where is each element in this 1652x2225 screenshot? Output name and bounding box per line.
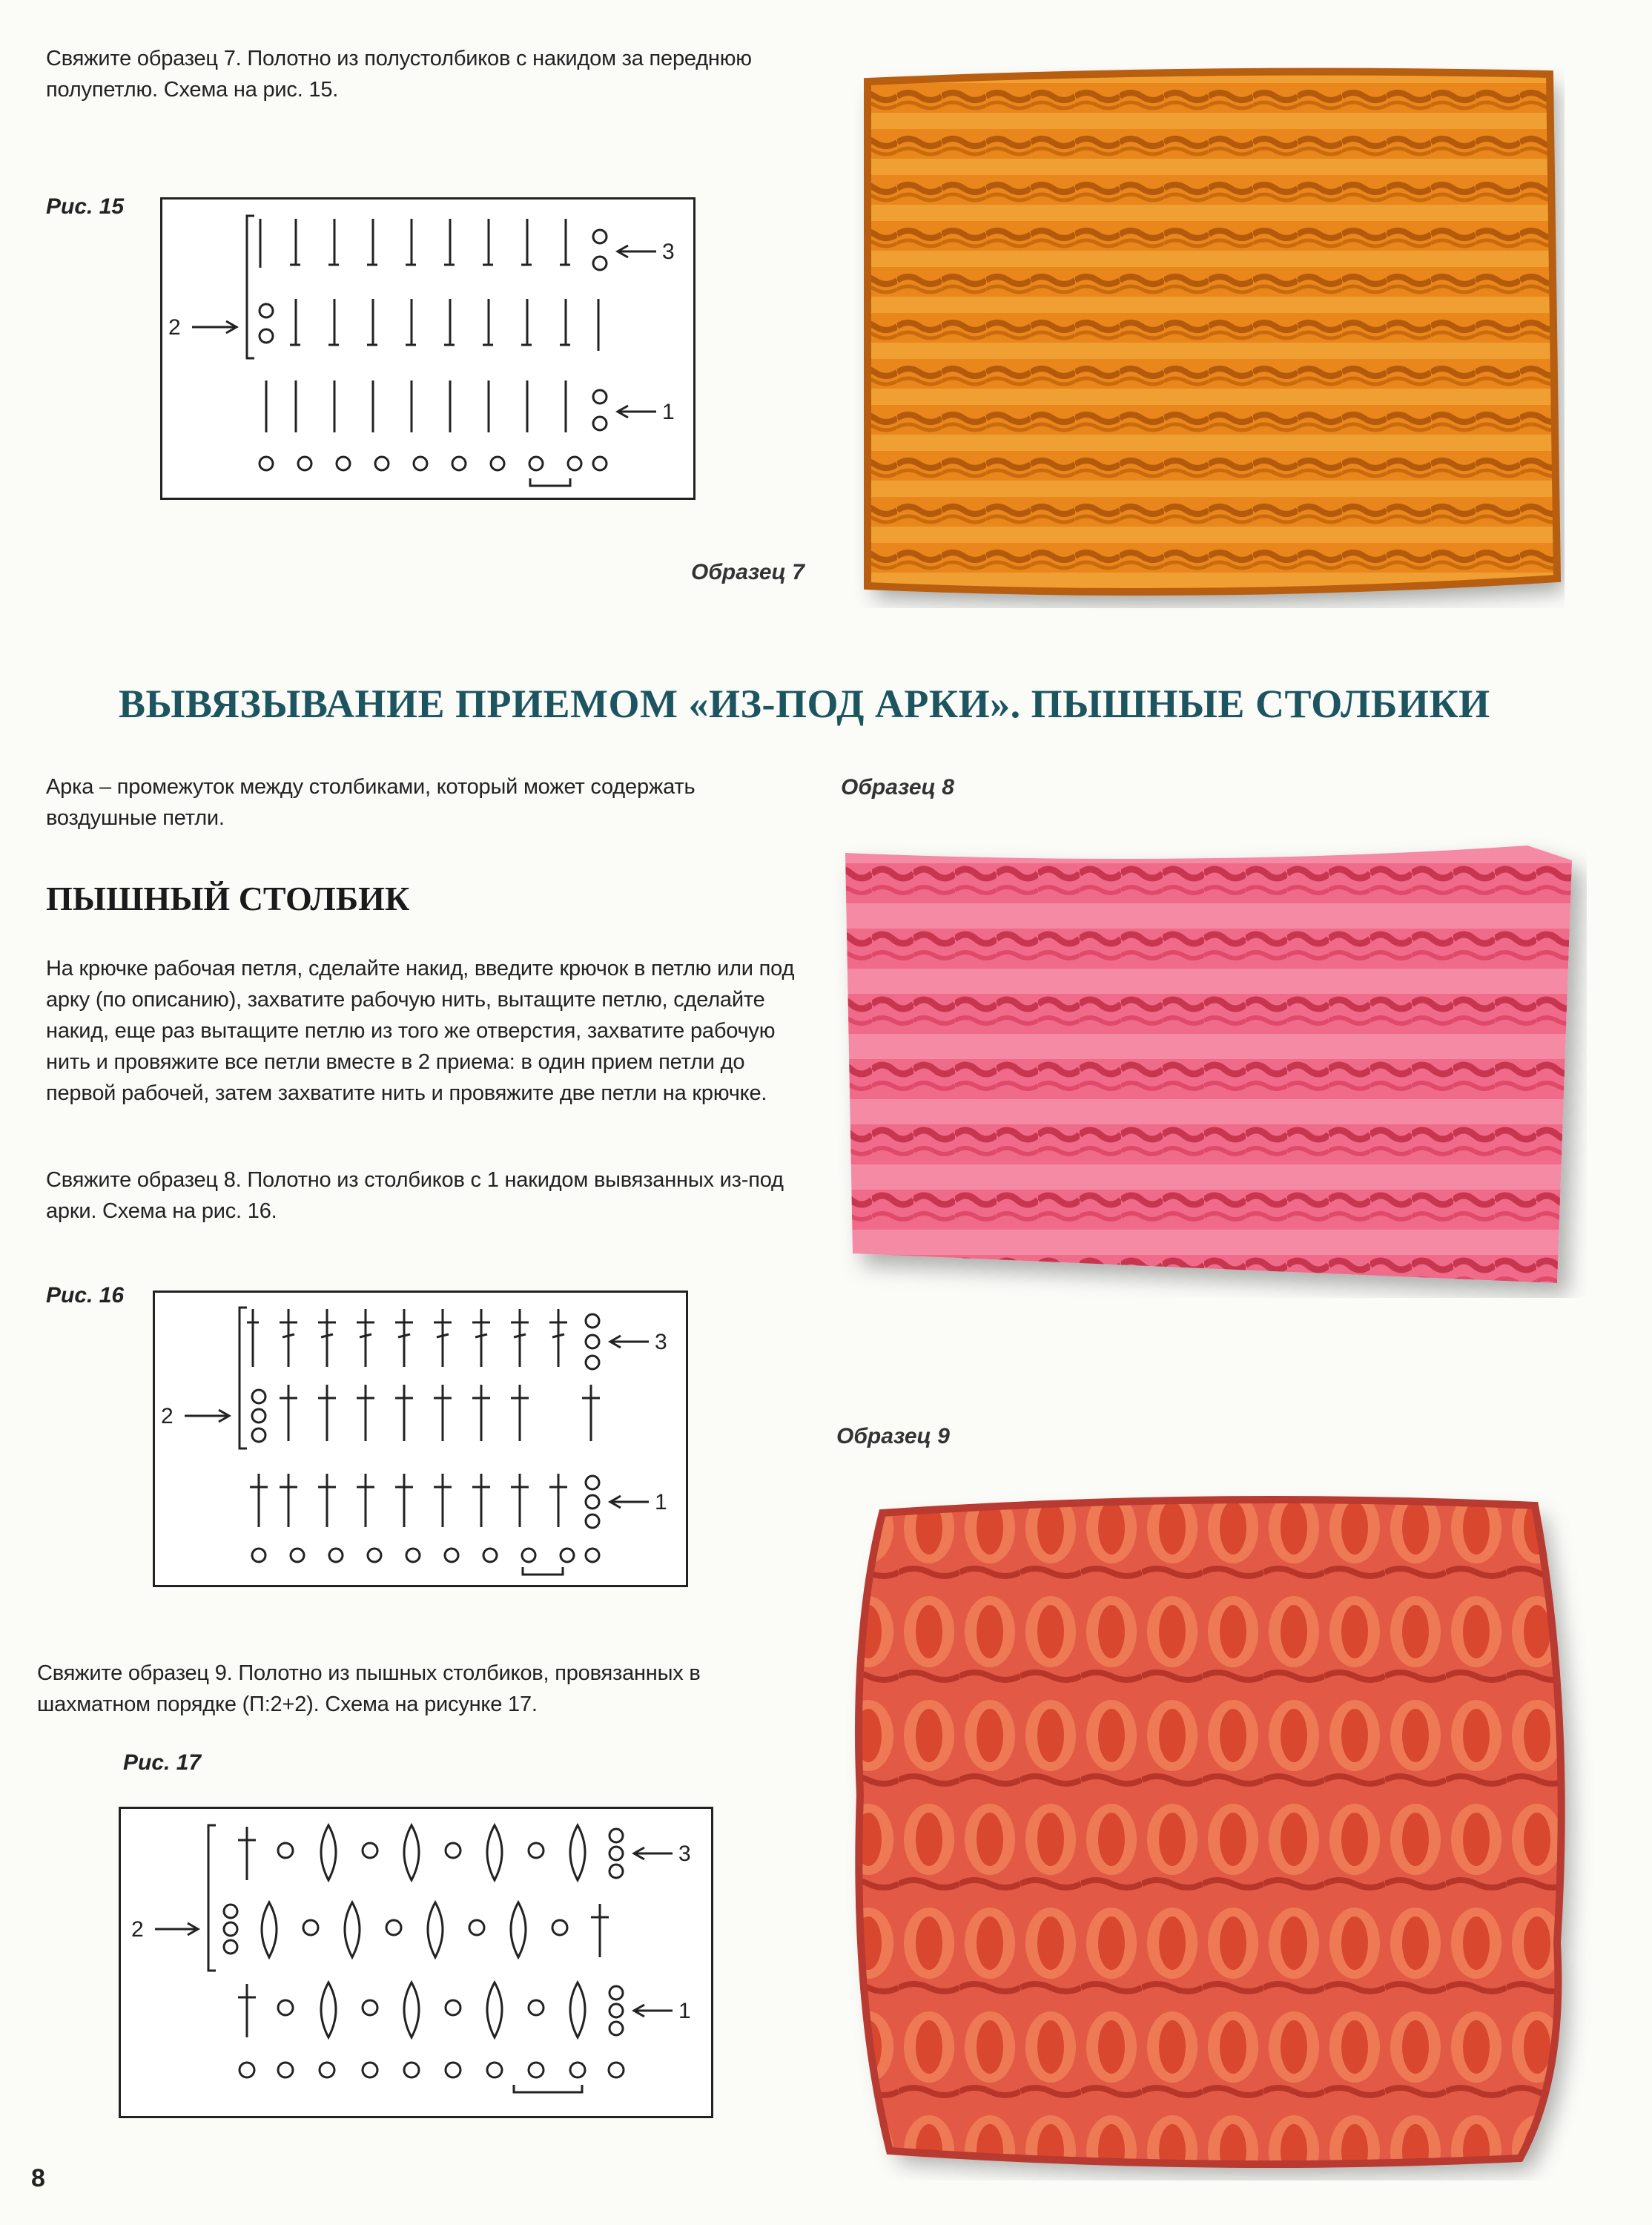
sample-9-label: Образец 9 bbox=[836, 1424, 950, 1448]
puff-stitch-instructions: На крючке рабочая петля, сделайте накид, введите крючок в петлю или под арку (по описанию), захватите рабочую нить, вытащите петлю, сделайте накид, еще раз вытащите петлю из того же отверстия, захватите рабочую нить и провяжите все петли вместе в 2 приема: в один прием петли до первой рабочей, затем захватите нить и провяжите две петли на крючке. bbox=[46, 957, 795, 1105]
chain-symbol bbox=[446, 2000, 460, 2015]
stitch-symbol bbox=[444, 299, 455, 345]
row-3-label: 3 bbox=[678, 1842, 691, 1866]
stitch-symbol bbox=[434, 1385, 452, 1441]
stitch-symbol bbox=[328, 219, 339, 265]
stitch-symbol bbox=[328, 299, 339, 345]
puff-stitch-symbol bbox=[321, 1825, 336, 1880]
stitch-symbol bbox=[483, 299, 493, 345]
row-2-label: 2 bbox=[131, 1917, 144, 1942]
puff-stitch-symbol bbox=[262, 1902, 277, 1957]
figure-16-label: Рис. 16 bbox=[46, 1283, 125, 1308]
chain-symbol bbox=[278, 1843, 293, 1858]
figure-15-diagram bbox=[160, 197, 696, 500]
chain-symbol bbox=[593, 257, 607, 270]
stitch-symbol bbox=[250, 1474, 268, 1527]
stitch-symbol bbox=[406, 299, 416, 345]
row-2-bracket bbox=[239, 1308, 247, 1448]
sample-9-photo bbox=[838, 1483, 1594, 2180]
sample-7-photo bbox=[853, 67, 1565, 608]
foundation-chain bbox=[252, 1549, 599, 1562]
stitch-symbol bbox=[521, 299, 532, 345]
chain-symbol bbox=[260, 329, 273, 343]
chain-symbol bbox=[529, 2000, 543, 2015]
stitch-symbol bbox=[238, 1984, 256, 2037]
stitch-symbol bbox=[511, 1385, 529, 1441]
chain-symbol bbox=[586, 1335, 599, 1348]
stitch-symbol bbox=[549, 1474, 567, 1527]
figure-17-diagram bbox=[119, 1807, 713, 2118]
row-3-label: 3 bbox=[662, 240, 675, 264]
chain-symbol bbox=[224, 1940, 237, 1954]
puff-stitch-title: ПЫШНЫЙ СТОЛБИК bbox=[46, 880, 410, 917]
stitch-symbol bbox=[247, 1309, 259, 1367]
stitch-symbol bbox=[434, 1474, 452, 1527]
arch-definition: Арка – промежуток между столбиками, который может содержать воздушные петли. bbox=[46, 775, 696, 830]
stitch-symbol bbox=[280, 1309, 297, 1367]
sample-7-label: Образец 7 bbox=[691, 560, 804, 584]
stitch-symbol bbox=[591, 1904, 609, 1957]
stitch-symbol bbox=[357, 1309, 374, 1367]
stitch-symbol bbox=[521, 219, 532, 265]
figure-16-diagram bbox=[153, 1290, 688, 1587]
chain-symbol bbox=[529, 1843, 543, 1858]
chain-symbol bbox=[260, 304, 273, 317]
row-2-arrow bbox=[155, 1923, 198, 1935]
stitch-symbol bbox=[280, 1385, 297, 1441]
sample9-instructions: Свяжите образец 9. Полотно из пышных столбиков, провязанных в шахматном порядке (П:2+2). Схема на рисунке 17. bbox=[37, 1661, 701, 1716]
row-2-label: 2 bbox=[161, 1404, 174, 1428]
row-2-arrow bbox=[185, 1410, 229, 1422]
row-1-arrow bbox=[618, 406, 656, 418]
stitch-symbol bbox=[560, 299, 570, 345]
chain-symbol bbox=[252, 1390, 265, 1403]
stitch-symbol bbox=[367, 219, 377, 265]
stitch-symbol bbox=[560, 219, 570, 265]
row-2-arrow bbox=[192, 321, 237, 333]
row-2-bracket bbox=[247, 216, 254, 358]
stitch-symbol bbox=[318, 1309, 336, 1367]
puff-stitch-symbol bbox=[487, 1982, 502, 2037]
stitch-symbol bbox=[395, 1309, 413, 1367]
puff-stitch-symbol bbox=[321, 1982, 336, 2037]
section-heading: ВЫВЯЗЫВАНИЕ ПРИЕМОМ «ИЗ-ПОД АРКИ». ПЫШНЫЕ СТОЛБИКИ bbox=[119, 682, 1490, 726]
puff-stitch-symbol bbox=[428, 1902, 443, 1957]
repeat-bracket bbox=[523, 1567, 563, 1575]
foundation-chain bbox=[260, 457, 607, 470]
chain-symbol bbox=[586, 1356, 599, 1369]
stitch-symbol bbox=[549, 1309, 567, 1367]
stitch-symbol bbox=[395, 1385, 413, 1441]
foundation-chain bbox=[239, 2063, 624, 2077]
chain-symbol bbox=[224, 1922, 237, 1936]
stitch-symbol bbox=[357, 1385, 374, 1441]
sample-8-label: Образец 8 bbox=[841, 775, 954, 800]
figure-17-label: Рис. 17 bbox=[123, 1750, 202, 1775]
chain-symbol bbox=[593, 390, 607, 403]
row-2-label: 2 bbox=[168, 315, 181, 340]
stitch-symbol bbox=[395, 1474, 413, 1527]
stitch-symbol bbox=[434, 1309, 452, 1367]
chain-symbol bbox=[303, 1920, 318, 1935]
stitch-symbol bbox=[472, 1309, 490, 1367]
chain-symbol bbox=[446, 1843, 460, 1858]
puff-stitch-symbol bbox=[404, 1982, 419, 2037]
chain-symbol bbox=[609, 2004, 623, 2017]
row-1-label: 1 bbox=[678, 1999, 691, 2023]
figure-15-label: Рис. 15 bbox=[46, 194, 125, 219]
puff-stitch-symbol bbox=[570, 1825, 585, 1880]
row-3-arrow bbox=[610, 1336, 649, 1348]
repeat-bracket bbox=[514, 2085, 582, 2092]
chain-symbol bbox=[593, 230, 607, 243]
row-1-arrow bbox=[634, 2005, 673, 2017]
chain-symbol bbox=[609, 2022, 623, 2035]
row-3-arrow bbox=[634, 1847, 673, 1859]
chain-symbol bbox=[609, 1847, 623, 1860]
row-1-label: 1 bbox=[662, 400, 675, 424]
puff-stitch-symbol bbox=[511, 1902, 526, 1957]
puff-stitch-symbol bbox=[487, 1825, 502, 1880]
chain-symbol bbox=[609, 1865, 623, 1878]
repeat-bracket bbox=[530, 478, 570, 486]
chain-symbol bbox=[363, 2000, 377, 2015]
chain-symbol bbox=[278, 2000, 293, 2015]
stitch-symbol bbox=[367, 299, 377, 345]
row-1-label: 1 bbox=[655, 1490, 667, 1514]
chain-symbol bbox=[586, 1495, 599, 1509]
stitch-symbol bbox=[511, 1474, 529, 1527]
stitch-symbol bbox=[582, 1385, 600, 1441]
chain-symbol bbox=[552, 1920, 567, 1935]
row-1-arrow bbox=[610, 1496, 649, 1508]
page-number: 8 bbox=[31, 2164, 45, 2192]
stitch-symbol bbox=[483, 219, 493, 265]
chain-symbol bbox=[252, 1428, 265, 1442]
chain-symbol bbox=[469, 1920, 484, 1935]
stitch-symbol bbox=[444, 219, 455, 265]
sample8-instructions: Свяжите образец 8. Полотно из столбиков с 1 накидом вывязанных из-под арки. Схема на рис. 16. bbox=[46, 1168, 784, 1223]
puff-stitch-symbol bbox=[345, 1902, 360, 1957]
chain-symbol bbox=[386, 1920, 401, 1935]
stitch-symbol bbox=[406, 219, 416, 265]
stitch-symbol bbox=[318, 1385, 336, 1441]
stitch-symbol bbox=[357, 1474, 374, 1527]
chain-symbol bbox=[252, 1409, 265, 1423]
row-2-bracket bbox=[208, 1825, 216, 1971]
chain-symbol bbox=[363, 1843, 377, 1858]
chain-symbol bbox=[586, 1314, 599, 1328]
stitch-symbol bbox=[472, 1385, 490, 1441]
stitch-symbol bbox=[280, 1474, 297, 1527]
sample7-instructions: Свяжите образец 7. Полотно из полустолбиков с накидом за переднюю полупетлю. Схема на рис. 15. bbox=[46, 47, 752, 102]
chain-symbol bbox=[609, 1829, 623, 1842]
row-3-arrow bbox=[618, 245, 656, 257]
chain-symbol bbox=[224, 1905, 237, 1918]
stitch-symbol bbox=[290, 219, 300, 265]
row-3-label: 3 bbox=[655, 1330, 667, 1354]
chain-symbol bbox=[586, 1476, 599, 1489]
stitch-symbol bbox=[472, 1474, 490, 1527]
puff-stitch-symbol bbox=[570, 1982, 585, 2037]
stitch-symbol bbox=[290, 299, 300, 345]
stitch-symbol bbox=[238, 1827, 256, 1880]
chain-symbol bbox=[593, 417, 607, 430]
sample-8-photo bbox=[830, 838, 1587, 1298]
stitch-symbol bbox=[318, 1474, 336, 1527]
chain-symbol bbox=[609, 1986, 623, 2000]
puff-stitch-symbol bbox=[404, 1825, 419, 1880]
chain-symbol bbox=[586, 1514, 599, 1528]
stitch-symbol bbox=[511, 1309, 529, 1367]
